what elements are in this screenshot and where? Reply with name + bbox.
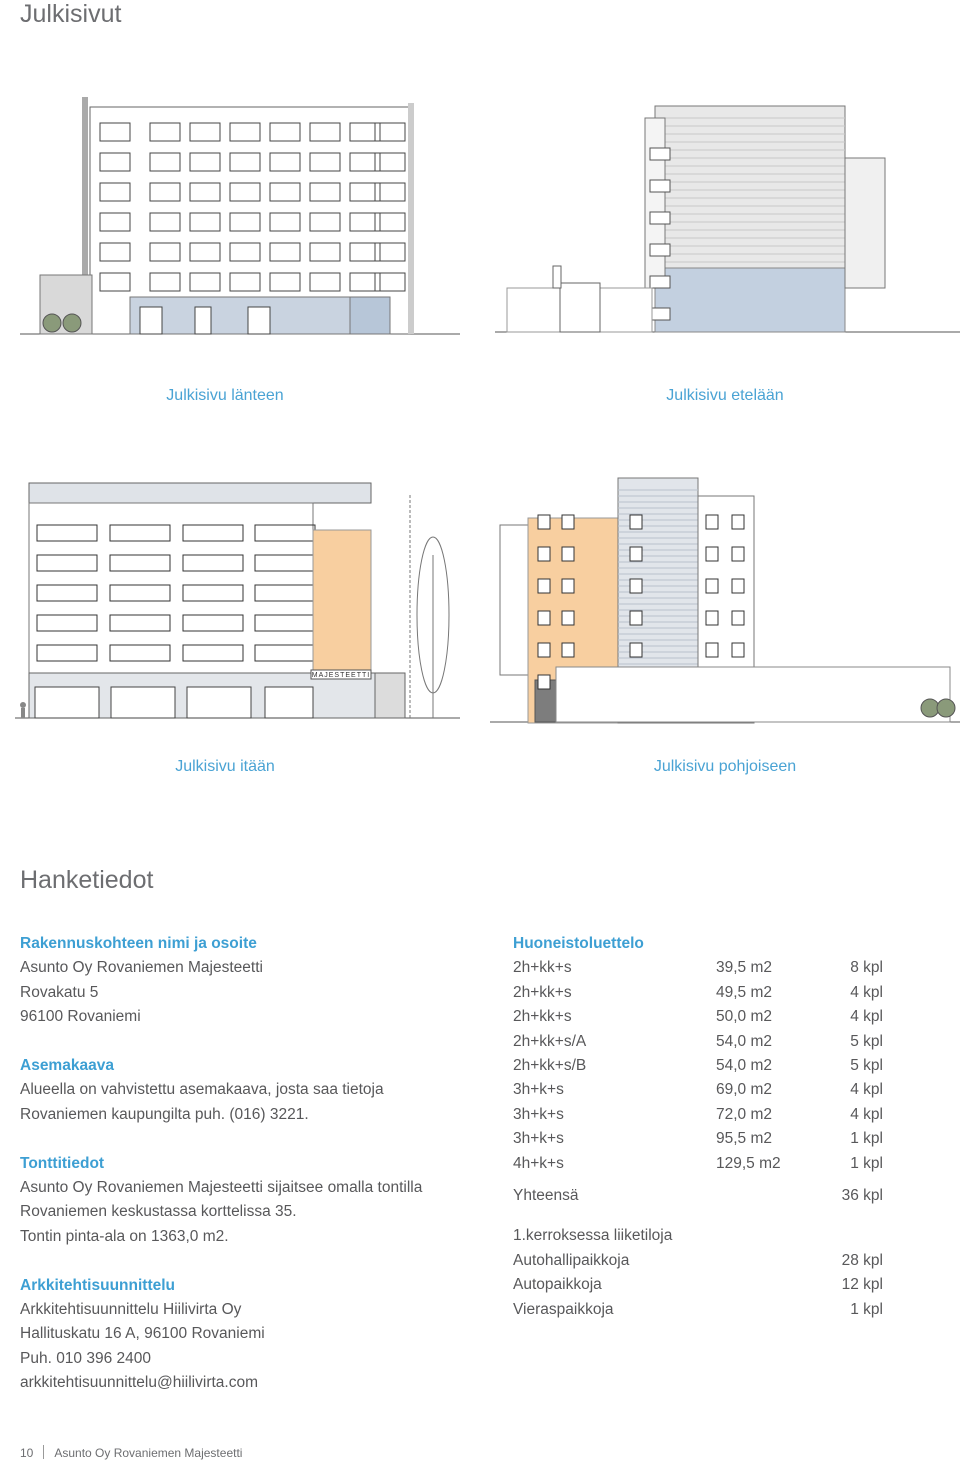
page-title: Julkisivut <box>20 0 122 28</box>
apt-type: 2h+kk+s/A <box>513 1032 587 1050</box>
apt-area: 50,0 m2 <box>716 1008 773 1026</box>
elevation-west-drawing <box>20 85 460 345</box>
apt-area: 95,5 m2 <box>716 1130 773 1148</box>
apt-count: 8 kpl <box>850 959 883 977</box>
plot-line: Rovaniemen keskustassa korttelissa 35. <box>20 1203 297 1221</box>
section-title: Hanketiedot <box>20 866 154 894</box>
elevation-north-drawing <box>490 470 960 738</box>
footer-text: Asunto Oy Rovaniemen Majesteetti <box>54 1446 243 1460</box>
apartment-row <box>513 1127 883 1151</box>
apartment-row <box>513 1103 883 1127</box>
apt-type: 3h+k+s <box>513 1130 564 1148</box>
footer-divider <box>43 1445 44 1459</box>
apt-count: 4 kpl <box>850 983 883 1001</box>
apt-type: 4h+k+s <box>513 1154 564 1172</box>
apt-area: 54,0 m2 <box>716 1032 773 1050</box>
apt-area: 49,5 m2 <box>716 983 773 1001</box>
apt-type: 3h+k+s <box>513 1105 564 1123</box>
extra-count: 28 kpl <box>841 1251 883 1269</box>
extra-label: Autohallipaikkoja <box>513 1251 630 1269</box>
apt-count: 4 kpl <box>850 1008 883 1026</box>
apt-count: 1 kpl <box>850 1130 883 1148</box>
plan-heading: Asemakaava <box>20 1057 114 1075</box>
plan-line: Alueella on vahvistettu asemakaava, josta saa tietoja <box>20 1081 384 1099</box>
name-heading: Rakennuskohteen nimi ja osoite <box>20 935 257 952</box>
apt-count: 5 kpl <box>850 1032 883 1050</box>
arch-line: Hallituskatu 16 A, 96100 Rovaniemi <box>20 1325 265 1343</box>
apt-type: 2h+kk+s/B <box>513 1057 587 1075</box>
arch-line: Puh. 010 396 2400 <box>20 1349 152 1367</box>
arch-email: arkkitehtisuunnittelu@hiilivirta.com <box>20 1374 258 1392</box>
name-line: Rovakatu 5 <box>20 983 99 1001</box>
apt-count: 1 kpl <box>850 1154 883 1172</box>
caption-east: Julkisivu itään <box>175 758 275 775</box>
total-count: 36 kpl <box>841 1187 883 1205</box>
apt-area: 54,0 m2 <box>716 1057 773 1075</box>
apartment-row <box>513 1005 883 1029</box>
name-line: 96100 Rovaniemi <box>20 1008 141 1026</box>
extra-row <box>513 1224 883 1248</box>
total-row <box>513 1184 883 1208</box>
extra-row <box>513 1273 883 1297</box>
apartment-row <box>513 1030 883 1054</box>
apt-count: 4 kpl <box>850 1105 883 1123</box>
project-info <box>20 932 422 1396</box>
apt-area: 69,0 m2 <box>716 1081 773 1099</box>
arch-line: Arkkitehtisuunnittelu Hiilivirta Oy <box>20 1301 242 1319</box>
caption-west: Julkisivu länteen <box>166 387 284 404</box>
apartment-row <box>513 1152 883 1176</box>
extra-row <box>513 1298 883 1322</box>
caption-north: Julkisivu pohjoiseen <box>653 758 797 775</box>
plan-line: Rovaniemen kaupungilta puh. (016) 3221. <box>20 1105 309 1123</box>
apartment-row <box>513 1054 883 1078</box>
apt-type: 2h+kk+s <box>513 959 572 977</box>
name-line: Asunto Oy Rovaniemen Majesteetti <box>20 959 263 977</box>
majesteetti-sign: MAJESTEETTI <box>311 672 371 679</box>
caption-south: Julkisivu etelään <box>666 387 784 404</box>
extra-label: Autopaikkoja <box>513 1276 602 1294</box>
page-footer <box>20 1445 242 1460</box>
apt-type: 2h+kk+s <box>513 1008 572 1026</box>
apt-type: 2h+kk+s <box>513 983 572 1001</box>
elevation-south-drawing <box>495 98 960 348</box>
extra-row <box>513 1249 883 1273</box>
extra-count: 1 kpl <box>850 1300 883 1318</box>
apt-count: 4 kpl <box>850 1081 883 1099</box>
extra-label: 1.kerroksessa liiketiloja <box>513 1227 673 1245</box>
plot-heading: Tonttitiedot <box>20 1154 105 1172</box>
apt-area: 72,0 m2 <box>716 1105 773 1123</box>
apartment-row <box>513 1078 883 1102</box>
apartment-row <box>513 956 883 980</box>
total-label: Yhteensä <box>513 1187 579 1205</box>
apt-area: 129,5 m2 <box>716 1154 781 1172</box>
extra-count: 12 kpl <box>841 1276 883 1294</box>
apt-area: 39,5 m2 <box>716 959 773 977</box>
plot-line: Asunto Oy Rovaniemen Majesteetti sijaitsee omalla tontilla <box>20 1179 423 1197</box>
elevation-east-drawing <box>15 475 460 737</box>
page-number: 10 <box>20 1446 34 1460</box>
apt-type: 3h+k+s <box>513 1081 564 1099</box>
apartment-row <box>513 981 883 1005</box>
arch-heading: Arkkitehtisuunnittelu <box>20 1276 176 1294</box>
apartment-list <box>513 932 883 1322</box>
plot-line: Tontin pinta-ala on 1363,0 m2. <box>20 1227 229 1245</box>
apt-count: 5 kpl <box>850 1057 883 1075</box>
apartment-list-heading: Huoneistoluettelo <box>513 935 644 952</box>
extra-label: Vieraspaikkoja <box>513 1300 614 1318</box>
